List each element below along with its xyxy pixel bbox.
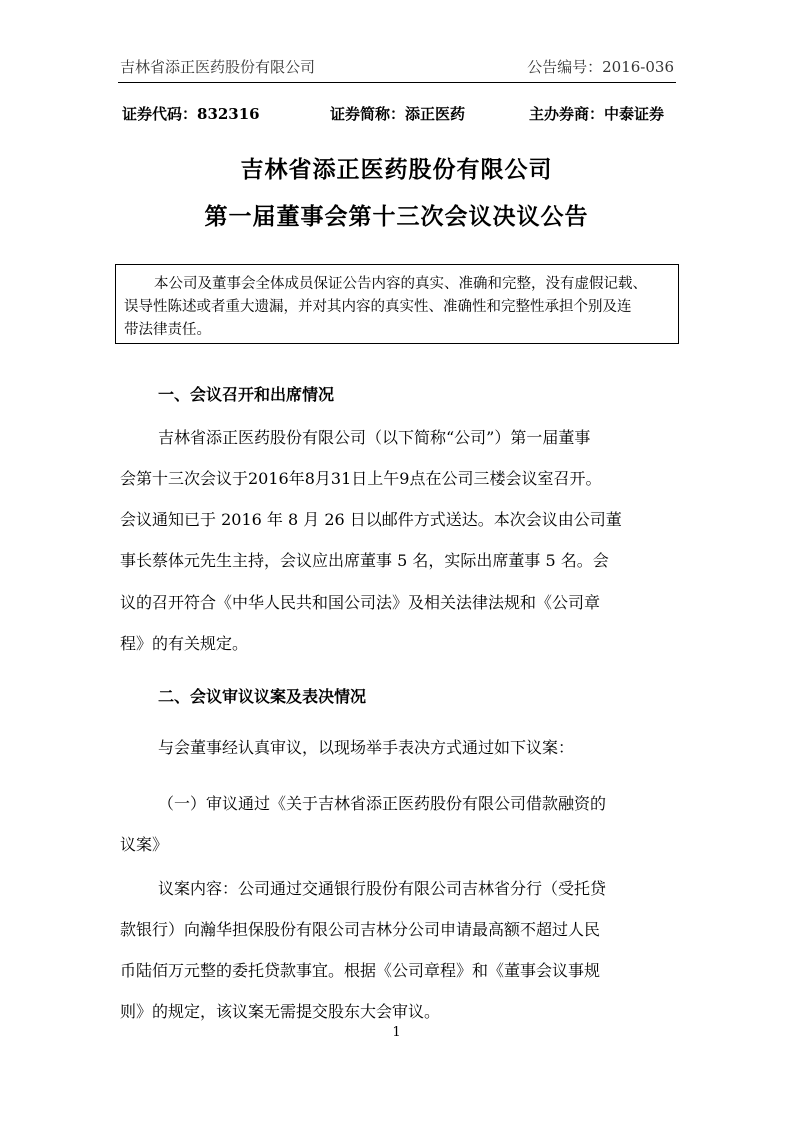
header-company-name: 吉林省添正医药股份有限公司	[120, 58, 316, 76]
page-header	[118, 54, 676, 80]
paragraph-line: 与会董事经认真审议，以现场举手表决方式通过如下议案：	[158, 738, 575, 757]
paragraph-line: 币陆佰万元整的委托贷款事宜。根据《公司章程》和《董事会议事规	[120, 961, 601, 980]
paragraph-line: 会议通知已于 2016 年 8 月 26 日以邮件方式送达。本次会议由公司董	[120, 510, 622, 529]
paragraph-line: 议的召开符合《中华人民共和国公司法》及相关法律法规和《公司章	[120, 593, 601, 612]
header-notice-number: 公告编号：2016-036	[527, 58, 674, 76]
header-divider	[118, 82, 676, 83]
paragraph-line: 程》的有关规定。	[120, 634, 249, 653]
section-heading-meeting: 一、会议召开和出席情况	[158, 385, 335, 404]
resolution-item-title: （一）审议通过《关于吉林省添正医药股份有限公司借款融资的	[158, 794, 607, 813]
section-heading-resolutions: 二、会议审议议案及表决情况	[158, 687, 367, 706]
paragraph-line: 款银行）向瀚华担保股份有限公司吉林分公司申请最高额不超过人民	[120, 920, 601, 939]
disclaimer-line: 误导性陈述或者重大遗漏，并对其内容的真实性、准确性和完整性承担个别及连	[124, 299, 632, 315]
paragraph-line: 议案内容：公司通过交通银行股份有限公司吉林省分行（受托贷	[158, 879, 607, 898]
disclaimer-box	[115, 264, 679, 344]
stock-abbreviation: 证券简称：添正医药	[330, 105, 466, 123]
document-title-line-1: 吉林省添正医药股份有限公司	[240, 156, 553, 183]
resolution-item-title: 议案》	[120, 835, 169, 854]
paragraph-line: 事长蔡体元先生主持，会议应出席董事 5 名，实际出席董事 5 名。会	[120, 551, 609, 570]
paragraph-line: 则》的规定，该议案无需提交股东大会审议。	[120, 1002, 441, 1021]
disclaimer-line: 带法律责任。	[124, 322, 211, 338]
paragraph-line: 吉林省添正医药股份有限公司（以下简称“公司”）第一届董事	[158, 428, 591, 447]
paragraph-line: 会第十三次会议于2016年8月31日上午9点在公司三楼会议室召开。	[120, 469, 602, 488]
document-title-line-2: 第一届董事会第十三次会议决议公告	[204, 203, 589, 230]
disclaimer-line: 本公司及董事会全体成员保证公告内容的真实、准确和完整，没有虚假记载、	[154, 276, 647, 292]
sponsor-broker: 主办券商：中泰证券	[529, 105, 665, 123]
page-number: 1	[392, 1025, 401, 1040]
stock-code: 证券代码：832316	[122, 105, 260, 123]
